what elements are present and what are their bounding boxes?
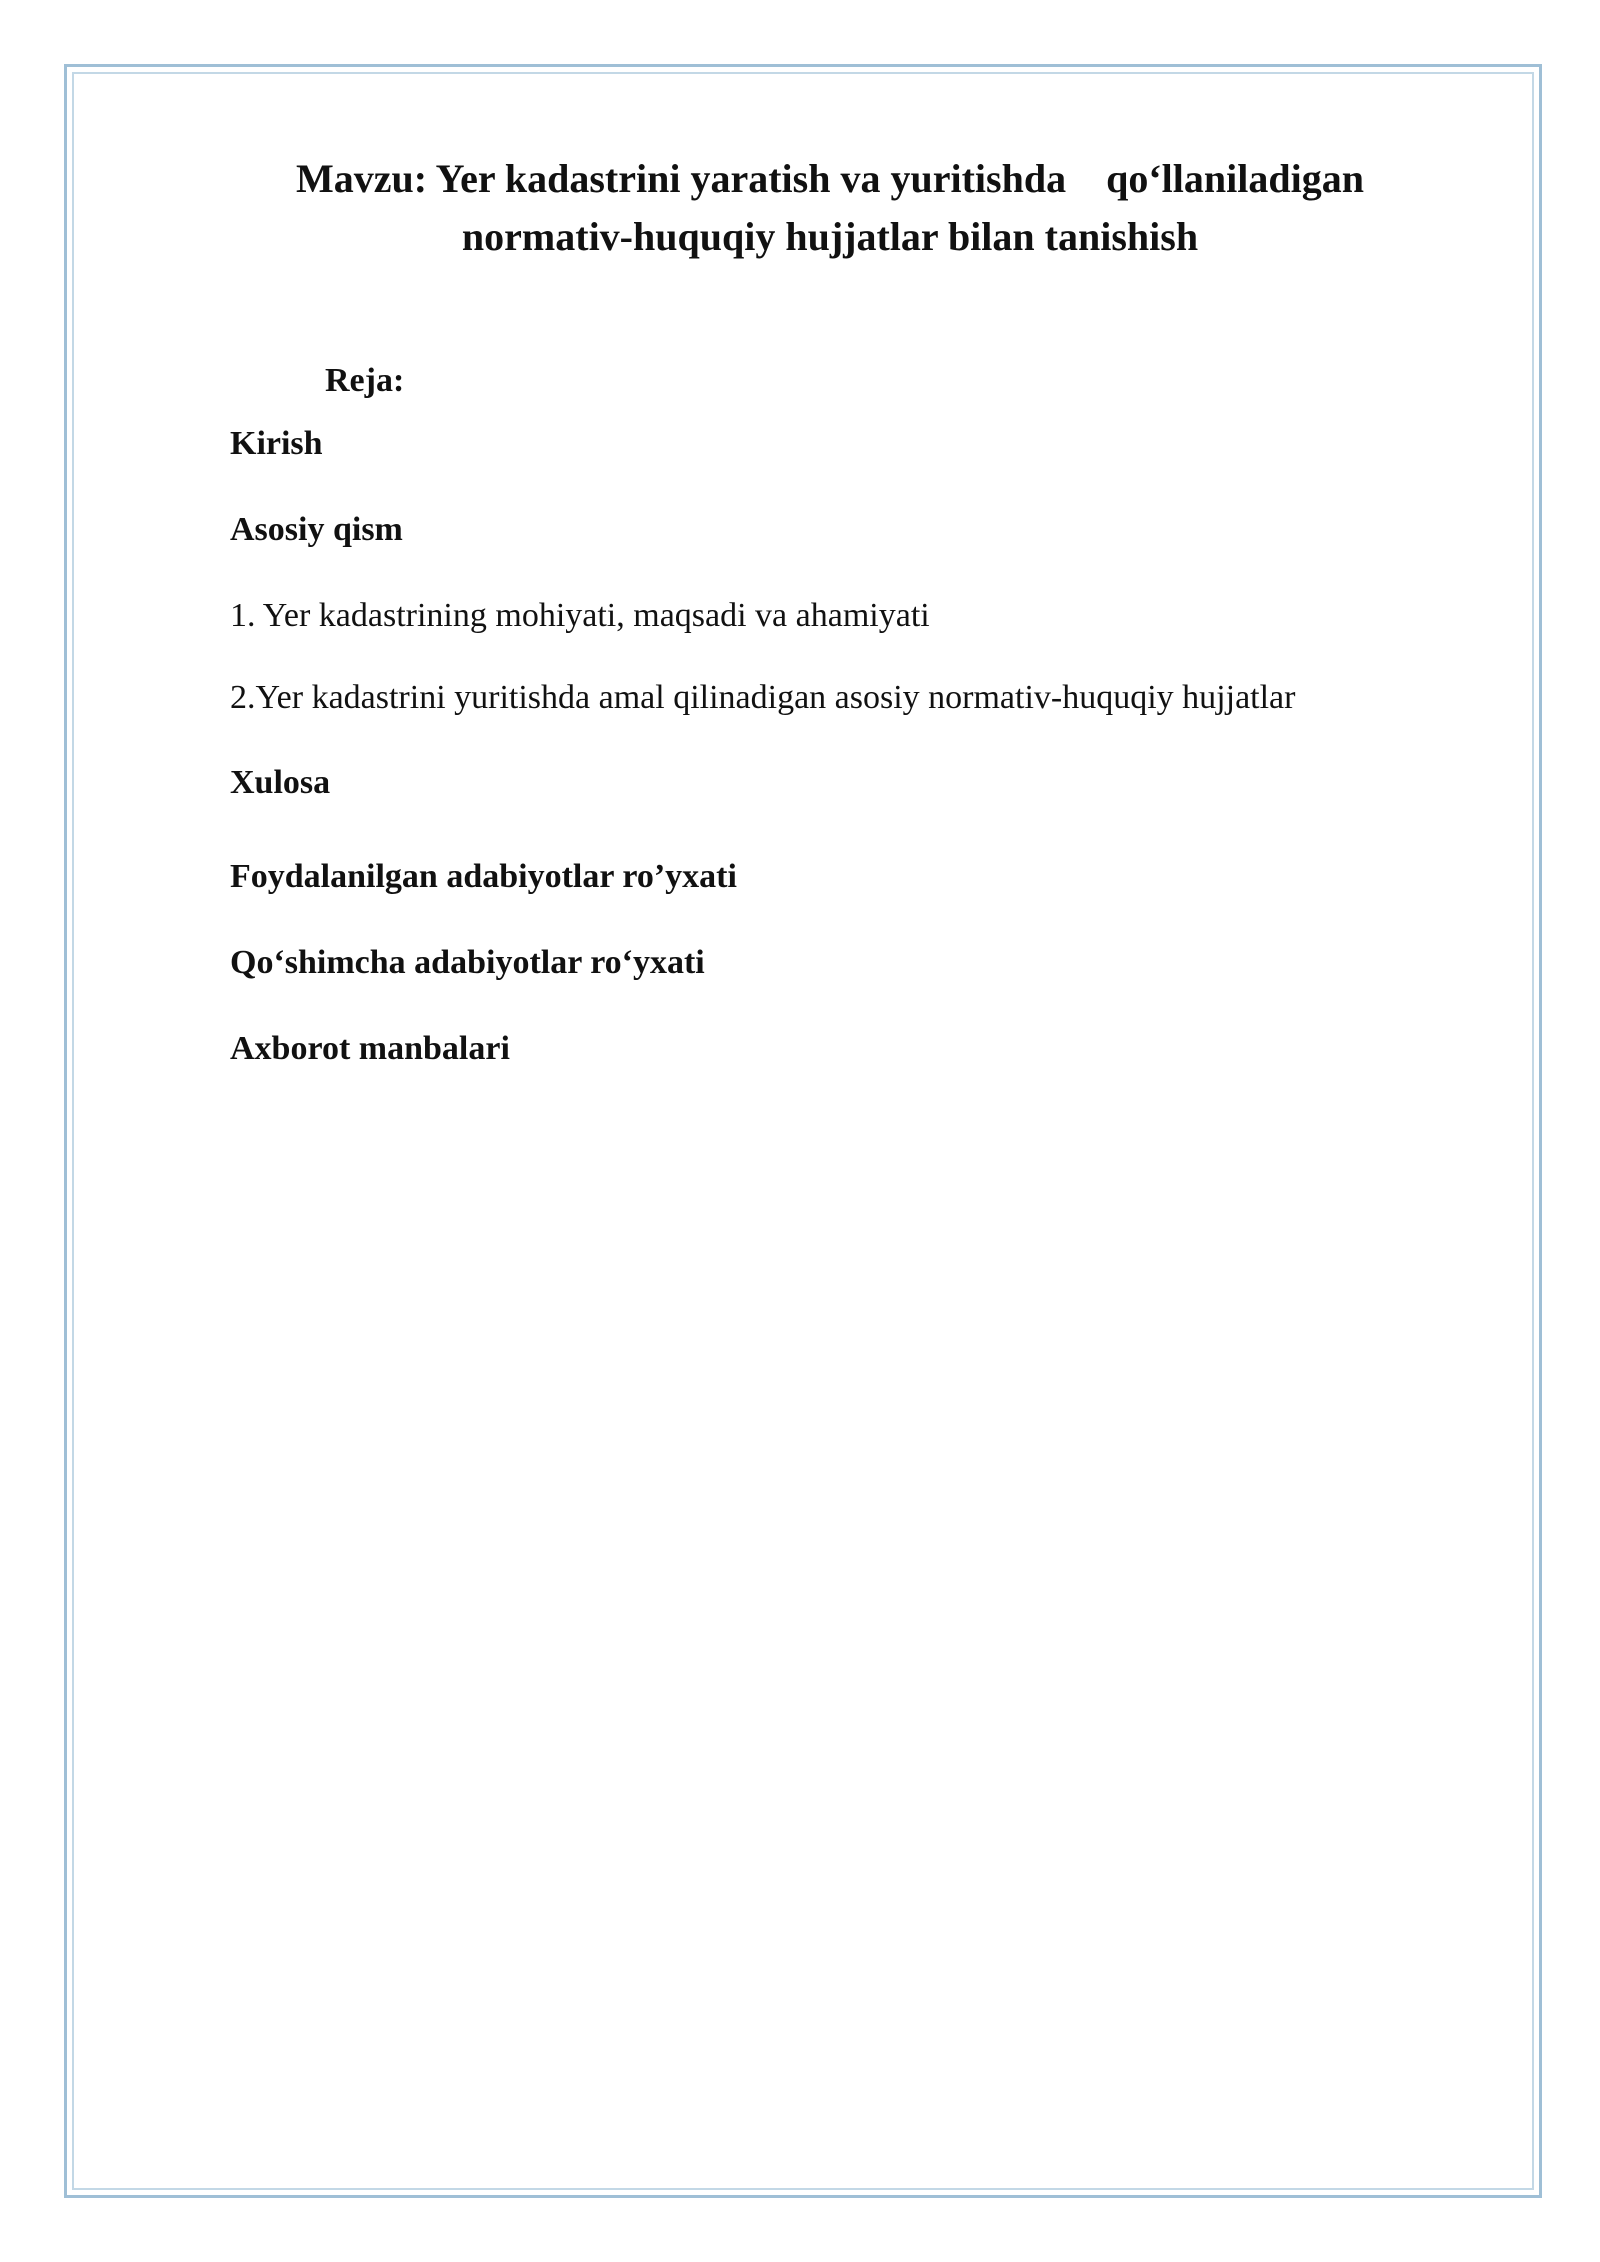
title-line-2: normativ-huquqiy hujjatlar bilan tanishish	[461, 214, 1199, 259]
plan-item-asosiy-qism: Asosiy qism	[230, 511, 403, 548]
page-border-inner	[72, 72, 1534, 2190]
plan-item-1: 1. Yer kadastrining mohiyati, maqsadi va ahamiyati	[230, 597, 930, 634]
document-title	[200, 150, 1460, 266]
plan-heading: Reja:	[325, 362, 405, 399]
plan-item-xulosa: Xulosa	[230, 764, 331, 801]
plan-item-foydalanilgan-adabiyotlar: Foydalanilgan adabiyotlar ro’yxati	[230, 858, 737, 895]
plan-item-qoshimcha-adabiyotlar: Qo‘shimcha adabiyotlar ro‘yxati	[230, 944, 705, 981]
title-line-1: Mavzu: Yer kadastrini yaratish va yuritishda qo‘llaniladigan	[296, 156, 1364, 201]
plan-item-2: 2.Yer kadastrini yuritishda amal qilinadigan asosiy normativ-huquqiy hujjatlar	[230, 679, 1296, 716]
plan-item-kirish: Kirish	[230, 425, 323, 462]
plan-item-axborot-manbalari: Axborot manbalari	[230, 1030, 510, 1067]
